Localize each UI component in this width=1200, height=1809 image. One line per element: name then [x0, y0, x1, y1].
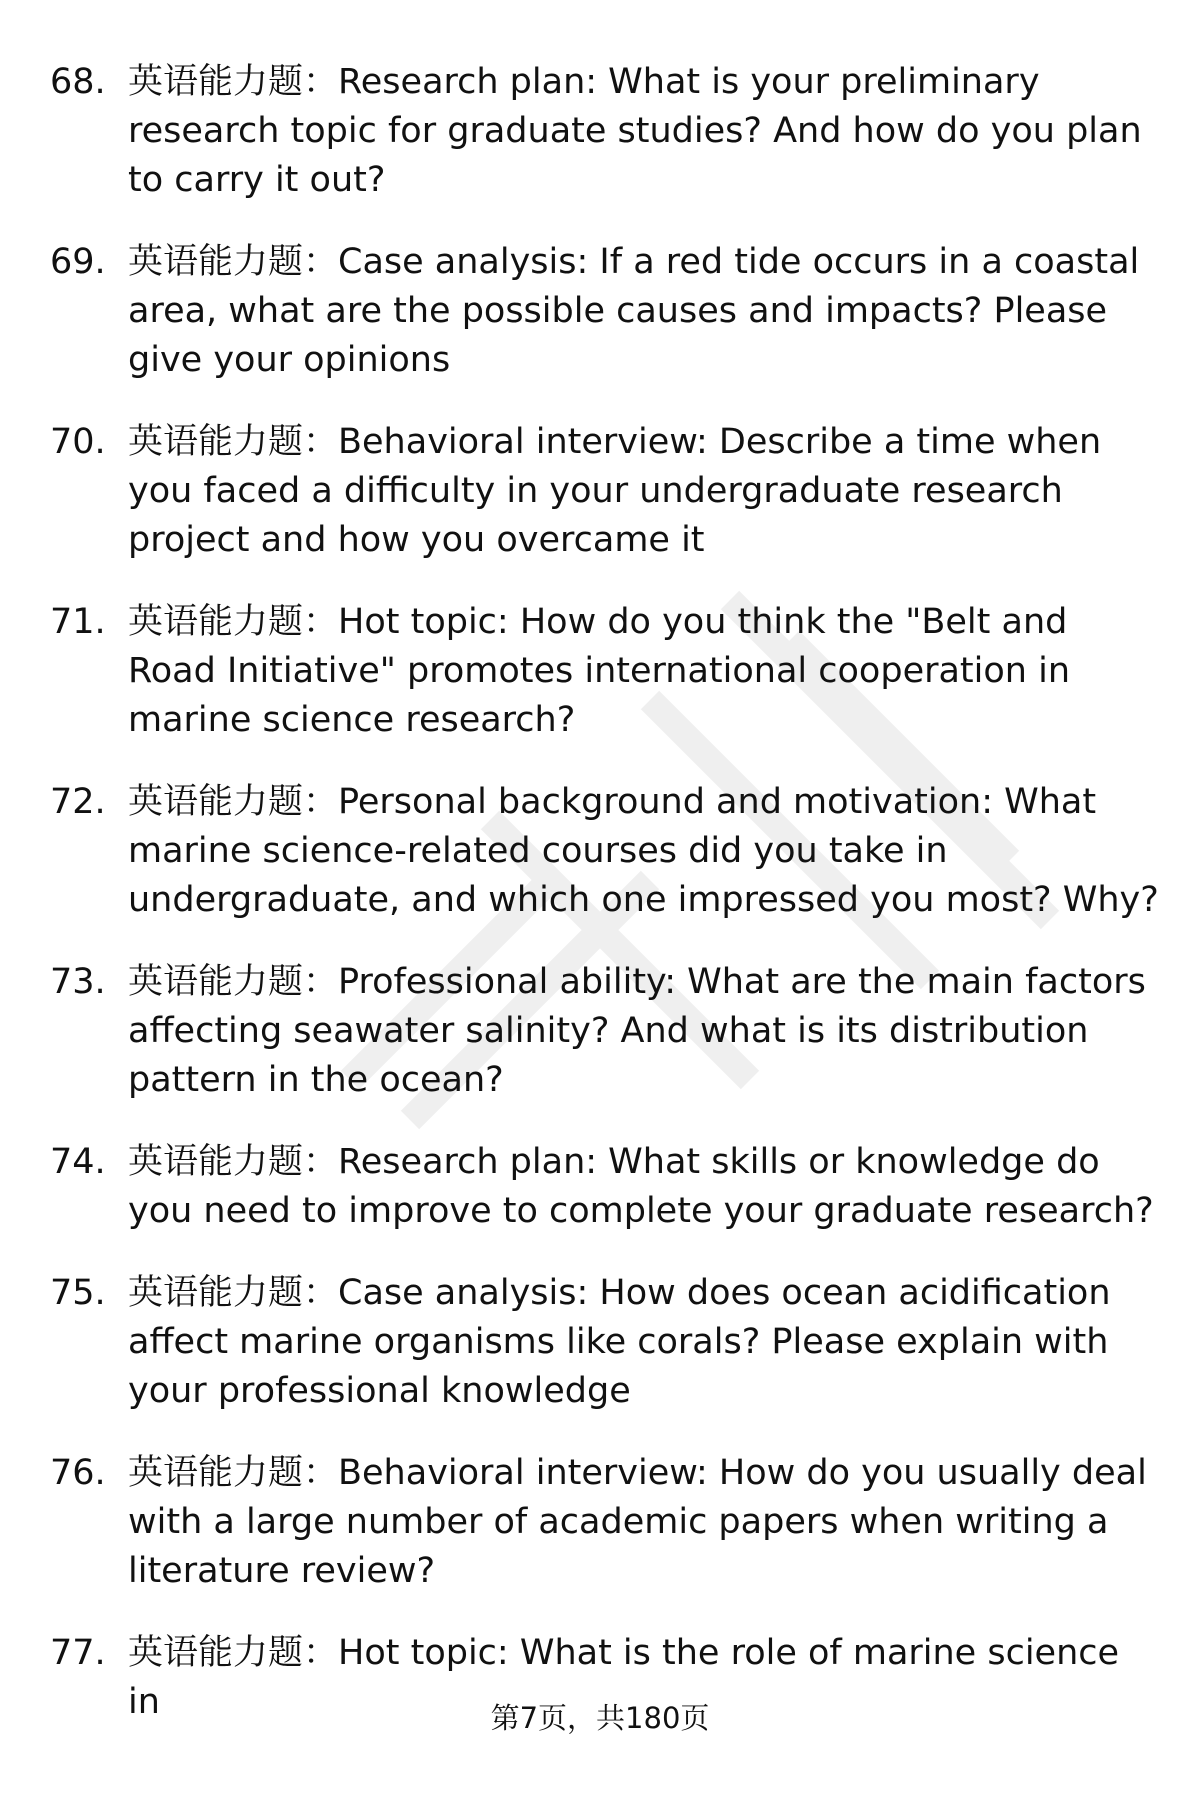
- question-prefix: 英语能力题：: [128, 1453, 339, 1493]
- question-body: Professional ability: What are the main factors affecting seawater salinity? And what is its distribution pattern in the ocean?: [128, 962, 1146, 1100]
- question-body: Behavioral interview: How do you usually deal with a large number of academic papers when writing a literature review?: [128, 1453, 1147, 1591]
- question-body: Case analysis: How does ocean acidification affect marine organisms like corals? Please explain with your professional knowledge: [128, 1273, 1111, 1411]
- question-item: [50, 598, 1160, 778]
- question-prefix: 英语能力题：: [128, 62, 339, 102]
- question-text: [128, 598, 1160, 745]
- question-text: [128, 1138, 1160, 1236]
- question-number: 69.: [50, 242, 106, 282]
- question-number: 77.: [50, 1633, 106, 1673]
- question-item: [50, 778, 1160, 958]
- question-body: Behavioral interview: Describe a time when you faced a difficulty in your undergraduate research project and how you overcame it: [128, 422, 1102, 560]
- question-item: [50, 1138, 1160, 1269]
- question-item: [50, 958, 1160, 1138]
- question-body: Research plan: What skills or knowledge do you need to improve to complete your graduate research?: [128, 1142, 1154, 1231]
- question-text: [128, 1269, 1160, 1416]
- question-text: [128, 1449, 1160, 1596]
- question-text: [128, 958, 1160, 1105]
- question-text: [128, 778, 1160, 925]
- question-item: [50, 58, 1160, 238]
- question-number: 71.: [50, 602, 106, 642]
- question-number: 73.: [50, 962, 106, 1002]
- question-prefix: 英语能力题：: [128, 422, 339, 462]
- question-number: 75.: [50, 1273, 106, 1313]
- question-number: 70.: [50, 422, 106, 462]
- question-text: [128, 238, 1160, 385]
- question-body: Hot topic: What is the role of marine science in: [128, 1633, 1120, 1722]
- page-footer: 第7页，共180页: [490, 1701, 710, 1735]
- question-body: Hot topic: How do you think the "Belt and Road Initiative" promotes international cooperation in marine science research?: [128, 602, 1071, 740]
- question-number: 76.: [50, 1453, 106, 1493]
- question-item: [50, 418, 1160, 598]
- question-text: [128, 418, 1160, 565]
- question-item: [50, 1269, 1160, 1449]
- question-prefix: 英语能力题：: [128, 1633, 339, 1673]
- question-prefix: 英语能力题：: [128, 1273, 339, 1313]
- question-prefix: 英语能力题：: [128, 242, 339, 282]
- question-list: [50, 58, 1160, 1809]
- question-item: [50, 1449, 1160, 1629]
- question-text: [128, 58, 1160, 205]
- question-prefix: 英语能力题：: [128, 602, 339, 642]
- question-item: [50, 238, 1160, 418]
- question-prefix: 英语能力题：: [128, 1142, 339, 1182]
- question-body: Research plan: What is your preliminary research topic for graduate studies? And how do you plan to carry it out?: [128, 62, 1142, 200]
- question-number: 74.: [50, 1142, 106, 1182]
- question-prefix: 英语能力题：: [128, 962, 339, 1002]
- question-number: 68.: [50, 62, 106, 102]
- question-number: 72.: [50, 782, 106, 822]
- question-body: Case analysis: If a red tide occurs in a coastal area, what are the possible causes and impacts? Please give your opinions: [128, 242, 1140, 380]
- question-prefix: 英语能力题：: [128, 782, 339, 822]
- question-body: Personal background and motivation: What marine science-related courses did you take in undergraduate, and which one impressed you most? Why?: [128, 782, 1159, 920]
